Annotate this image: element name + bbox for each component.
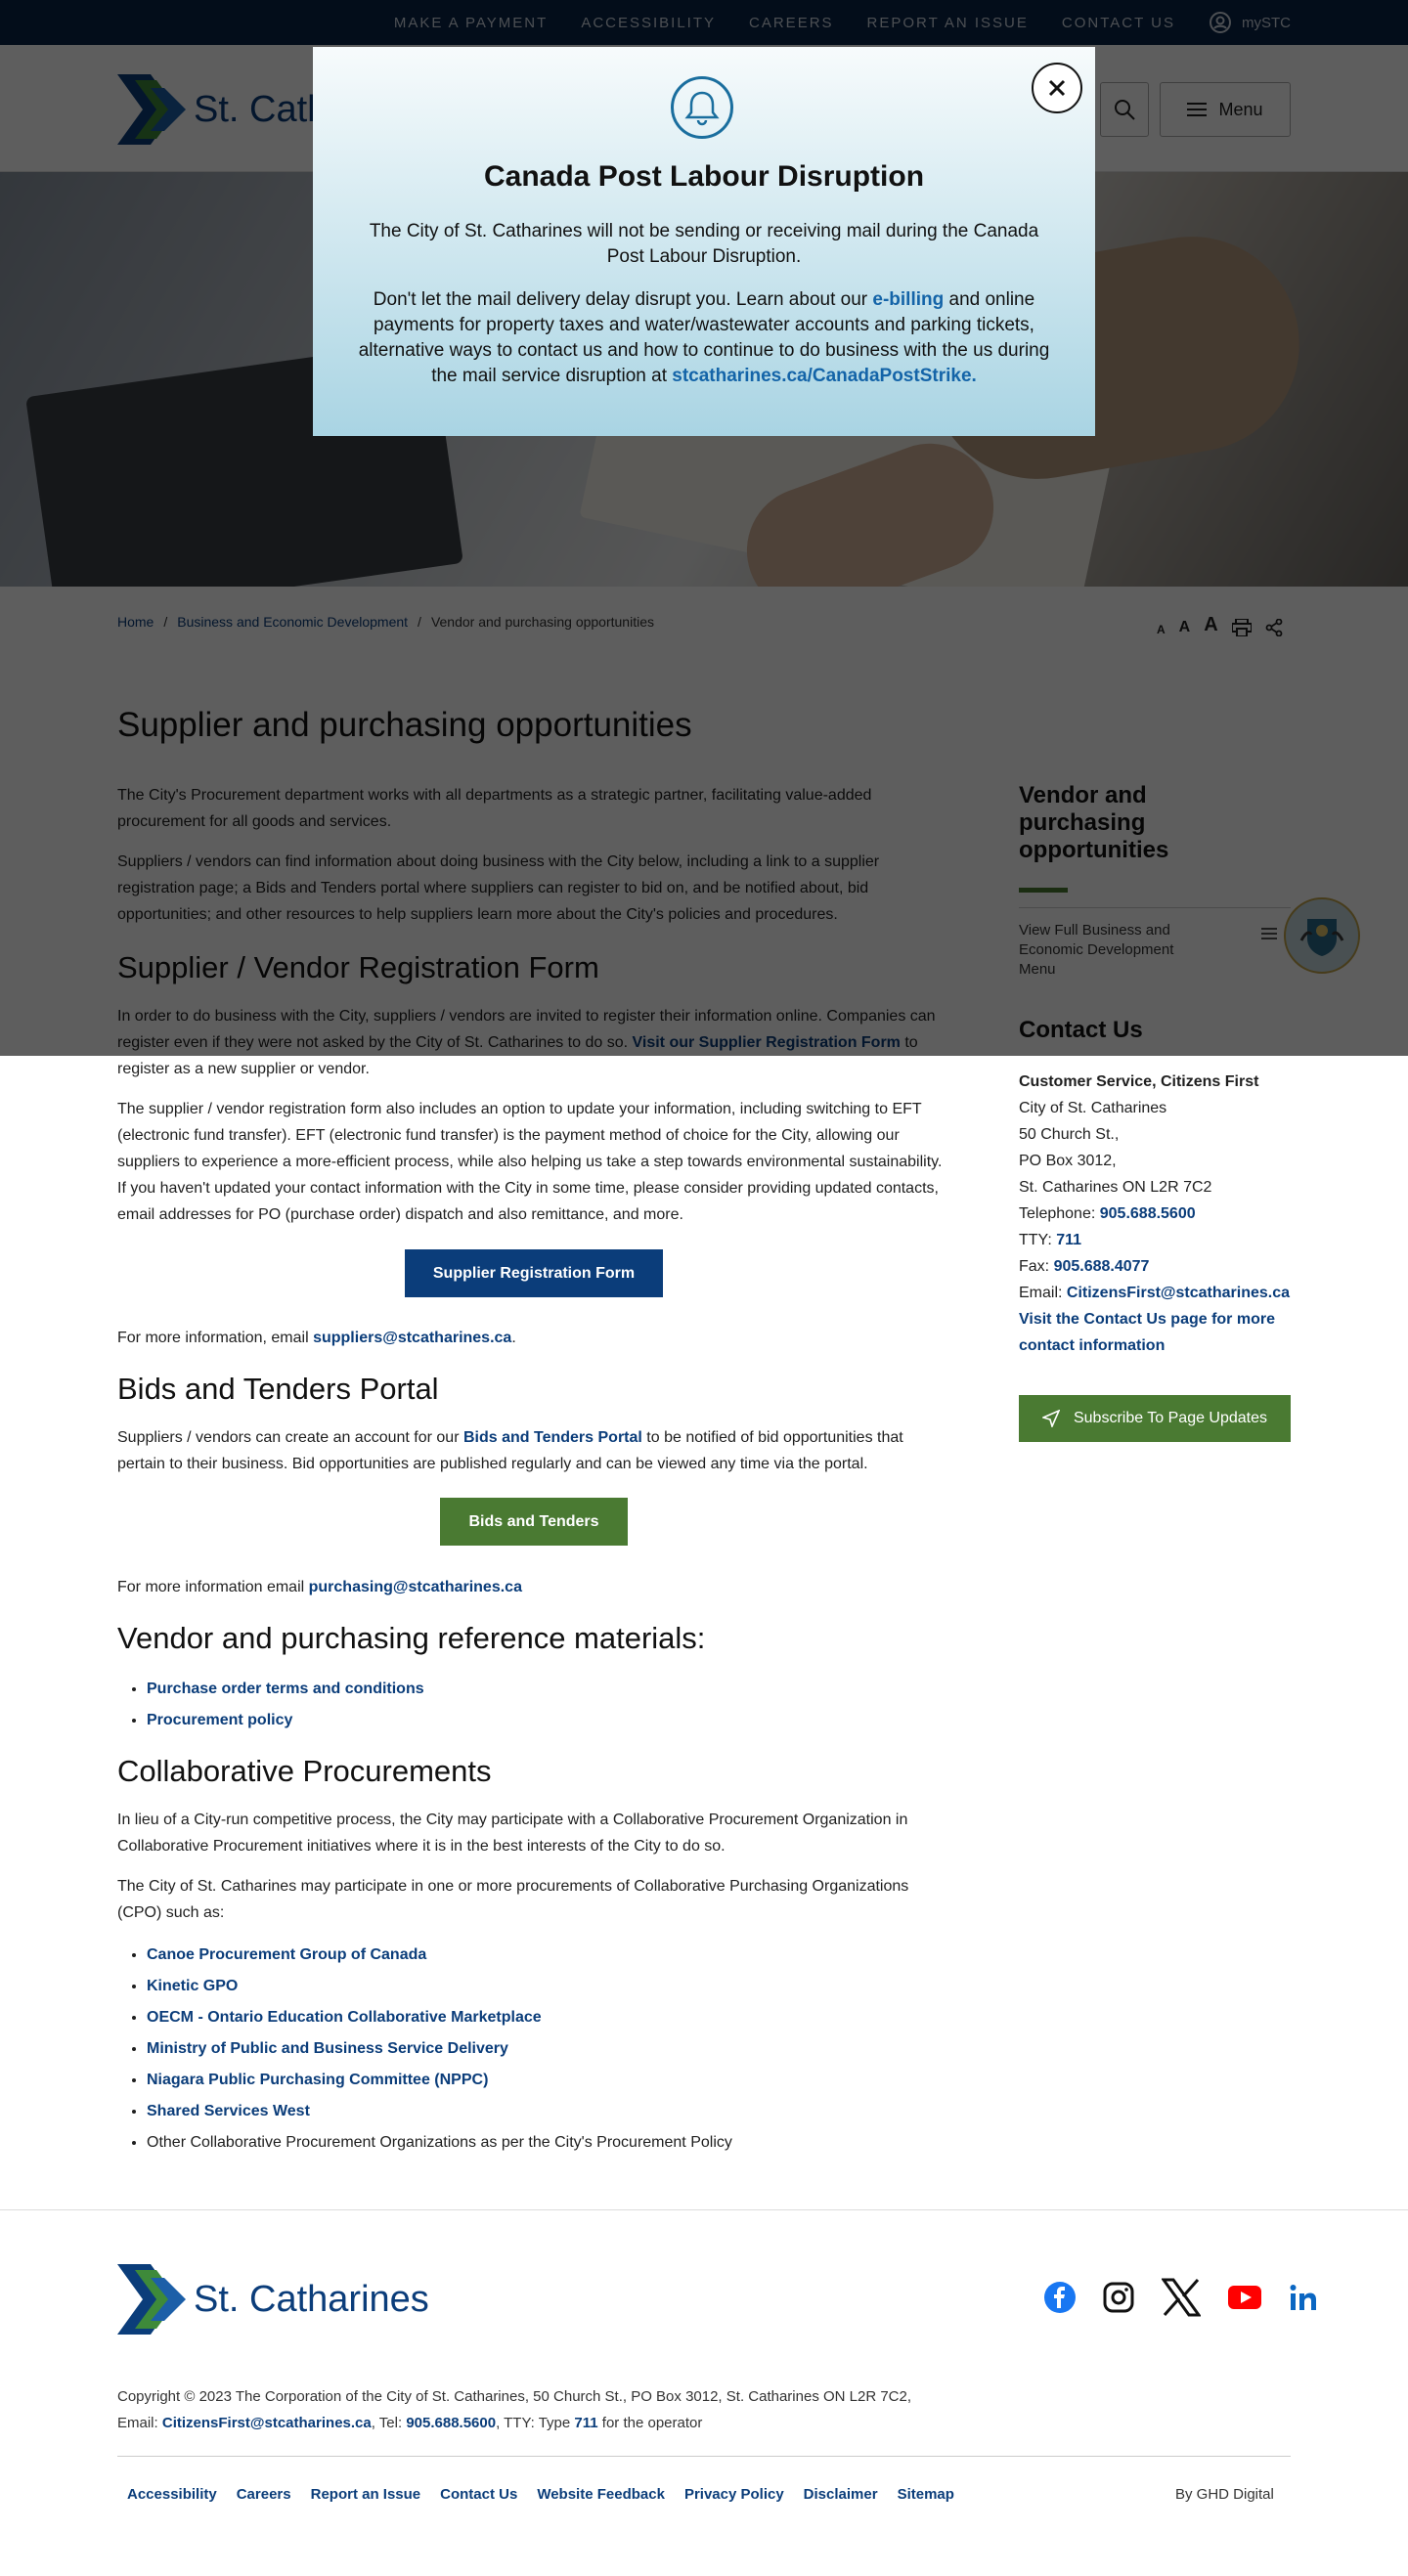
collaborative-heading: Collaborative Procurements	[117, 1754, 492, 1788]
purchasing-email-paragraph	[117, 1574, 953, 1600]
credit-link[interactable]: By GHD Digital	[1175, 2486, 1274, 2503]
contact-po-box: PO Box 3012,	[1019, 1153, 1117, 1169]
close-icon	[1047, 78, 1067, 98]
footer-link-sitemap[interactable]: Sitemap	[897, 2486, 954, 2503]
supplier-email-paragraph: For more information, email suppliers@stcatharines.ca.	[117, 1330, 516, 1346]
contact-page-link[interactable]: Visit the Contact Us page for more contact information	[1019, 1311, 1275, 1354]
contact-tty	[1019, 1227, 1302, 1253]
bids-paragraph	[117, 1424, 953, 1477]
reference-heading: Vendor and purchasing reference materials:	[117, 1621, 706, 1655]
alert-modal	[313, 47, 1095, 436]
list-item	[147, 2033, 732, 2065]
close-button[interactable]	[1032, 63, 1082, 113]
contact-org: Customer Service, Citizens First	[1019, 1073, 1259, 1090]
cpo-link[interactable]: Canoe Procurement Group of Canada	[147, 1946, 427, 1963]
divider	[0, 2209, 1408, 2210]
x-icon[interactable]	[1162, 2278, 1201, 2317]
purchasing-email-link[interactable]: purchasing@stcatharines.ca	[308, 1579, 522, 1595]
collaborative-paragraph-2: The City of St. Catharines may participate in one or more procurements of Collaborative Purchasing Organizations (CPO) such as:	[117, 1878, 909, 1921]
footer-link-accessibility[interactable]: Accessibility	[127, 2486, 217, 2503]
list-item	[147, 1674, 424, 1705]
cpo-list	[147, 1940, 732, 2159]
social-links	[1044, 2278, 1318, 2317]
po-terms-link[interactable]: Purchase order terms and conditions	[147, 1681, 424, 1697]
footer-link-careers[interactable]: Careers	[236, 2486, 291, 2503]
tty-link[interactable]: 711	[1056, 1232, 1082, 1248]
list-item	[147, 2002, 732, 2033]
footer-link-report-issue[interactable]: Report an Issue	[310, 2486, 421, 2503]
contact-city: City of St. Catharines	[1019, 1100, 1167, 1116]
bell-icon	[683, 89, 721, 126]
collaborative-paragraph: In lieu of a City-run competitive process, the City may participate with a Collaborative Procurement Organization in Collaborative Procurement initiatives where it is in the best interests of the City to do so.	[117, 1812, 908, 1855]
modal-title: Canada Post Labour Disruption	[483, 160, 925, 193]
divider	[117, 2456, 1291, 2457]
email-link[interactable]: CitizensFirst@stcatharines.ca	[1066, 1285, 1291, 1301]
list-item	[147, 2096, 732, 2127]
list-item	[147, 1971, 732, 2002]
footer-tty-end: for the operator	[601, 2415, 703, 2431]
bids-portal-link[interactable]: Bids and Tenders Portal	[462, 1429, 642, 1446]
bids-text: Suppliers / vendors can create an account for our	[117, 1429, 460, 1446]
modal-text-mid: and online payments for property taxes and water/wastewater accounts and parking tickets, alternative ways to contact us and how to continue to do business with the us during the mail service disruption at	[358, 289, 1050, 386]
footer-link-disclaimer[interactable]: Disclaimer	[803, 2486, 878, 2503]
instagram-icon[interactable]	[1103, 2282, 1134, 2313]
cpo-link[interactable]: Kinetic GPO	[147, 1978, 239, 1994]
contact-street: 50 Church St.,	[1019, 1126, 1120, 1143]
footer-contact-line	[117, 2410, 1193, 2436]
youtube-icon[interactable]	[1228, 2286, 1261, 2309]
list-item	[147, 1705, 424, 1736]
cpo-link[interactable]: Niagara Public Purchasing Committee (NPPC)	[147, 2072, 489, 2088]
contact-email	[1019, 1280, 1302, 1306]
contact-postal: St. Catharines ON L2R 7C2	[1019, 1179, 1212, 1196]
footer-logo-text: St. Catharines	[194, 2278, 429, 2320]
modal-text: Don't let the mail delivery delay disrupt you. Learn about our	[373, 289, 868, 310]
supplier-email-link[interactable]: suppliers@stcatharines.ca	[313, 1330, 512, 1346]
footer-email-label: Email:	[117, 2415, 158, 2431]
telephone-link[interactable]: 905.688.5600	[1099, 1205, 1196, 1222]
supplier-registration-button[interactable]: Supplier Registration Form	[405, 1249, 663, 1297]
postal-strike-link[interactable]: stcatharines.ca/CanadaPostStrike.	[672, 366, 977, 386]
subscribe-label: Subscribe To Page Updates	[1073, 1410, 1268, 1426]
footer-links	[127, 2486, 954, 2503]
footer-link-feedback[interactable]: Website Feedback	[537, 2486, 665, 2503]
registration-text-end: register as a new supplier or vendor.	[117, 1061, 370, 1077]
copyright	[117, 2383, 1193, 2436]
facebook-icon[interactable]	[1044, 2282, 1076, 2313]
contact-telephone	[1019, 1201, 1302, 1227]
supplier-email-text: For more information, email	[117, 1330, 309, 1346]
footer-tty-link[interactable]: 711	[574, 2415, 598, 2431]
fax-label: Fax:	[1019, 1258, 1050, 1275]
list-item	[147, 2065, 732, 2096]
eft-paragraph: The supplier / vendor registration form also includes an option to update your information, including switching to EFT (electronic fund transfer). EFT (electronic fund transfer) is the payment method of choice for the City, allowing our suppliers to experience a more-efficient process, while also helping us take a step towards environmental sustainability. If you haven't updated your contact information with the City in some time, please consider providing updated contacts, email addresses for PO (purchase order) dispatch and also remittance, and more.	[117, 1101, 943, 1223]
footer-logo[interactable]	[117, 2264, 429, 2335]
tel-label: Telephone:	[1019, 1205, 1096, 1222]
tty-label: TTY:	[1019, 1232, 1052, 1248]
contact-block	[1019, 1069, 1302, 1359]
cpo-link[interactable]: Shared Services West	[147, 2103, 310, 2119]
email-label: Email:	[1019, 1285, 1063, 1301]
contact-fax	[1019, 1253, 1302, 1280]
footer-tty-label: , TTY: Type	[496, 2415, 571, 2431]
bell-icon-badge	[671, 76, 733, 139]
list-item: • Other Collaborative Procurement Organizations as per the City's Procurement Policy	[147, 2127, 732, 2159]
bids-heading: Bids and Tenders Portal	[117, 1372, 439, 1406]
logo-mark-icon	[117, 2264, 188, 2335]
modal-paragraph-2	[352, 287, 1056, 389]
footer-link-contact[interactable]: Contact Us	[440, 2486, 518, 2503]
footer-tel-label: , Tel:	[371, 2415, 403, 2431]
reference-list	[147, 1674, 424, 1736]
cpo-link[interactable]: Ministry of Public and Business Service Delivery	[147, 2040, 508, 2057]
cpo-link[interactable]: OECM - Ontario Education Collaborative Marketplace	[147, 2009, 542, 2026]
fax-link[interactable]: 905.688.4077	[1053, 1258, 1150, 1275]
list-item	[147, 1940, 732, 1971]
footer-tel-link[interactable]: 905.688.5600	[406, 2415, 497, 2431]
send-icon	[1042, 1410, 1060, 1427]
linkedin-icon[interactable]	[1289, 2283, 1318, 2312]
modal-paragraph: The City of St. Catharines will not be sending or receiving mail during the Canada Post Labour Disruption.	[369, 221, 1039, 267]
ebilling-link[interactable]: e-billing	[872, 289, 945, 310]
subscribe-button[interactable]	[1019, 1395, 1291, 1442]
footer-link-privacy[interactable]: Privacy Policy	[683, 2486, 784, 2503]
bids-text-end: to be notified of bid opportunities that pertain to their business. Bid opportunities are published regularly and can be viewed any time via the portal.	[117, 1429, 903, 1472]
copyright-line: Copyright © 2023 The Corporation of the City of St. Catharines, 50 Church St., PO Box 3012, St. Catharines ON L2R 7C2,	[117, 2388, 912, 2405]
procurement-policy-link[interactable]: Procurement policy	[147, 1712, 293, 1728]
footer-email-link[interactable]: CitizensFirst@stcatharines.ca	[161, 2415, 372, 2431]
purchasing-email-text: For more information email	[117, 1579, 305, 1595]
bids-tenders-button[interactable]: Bids and Tenders	[440, 1498, 628, 1546]
